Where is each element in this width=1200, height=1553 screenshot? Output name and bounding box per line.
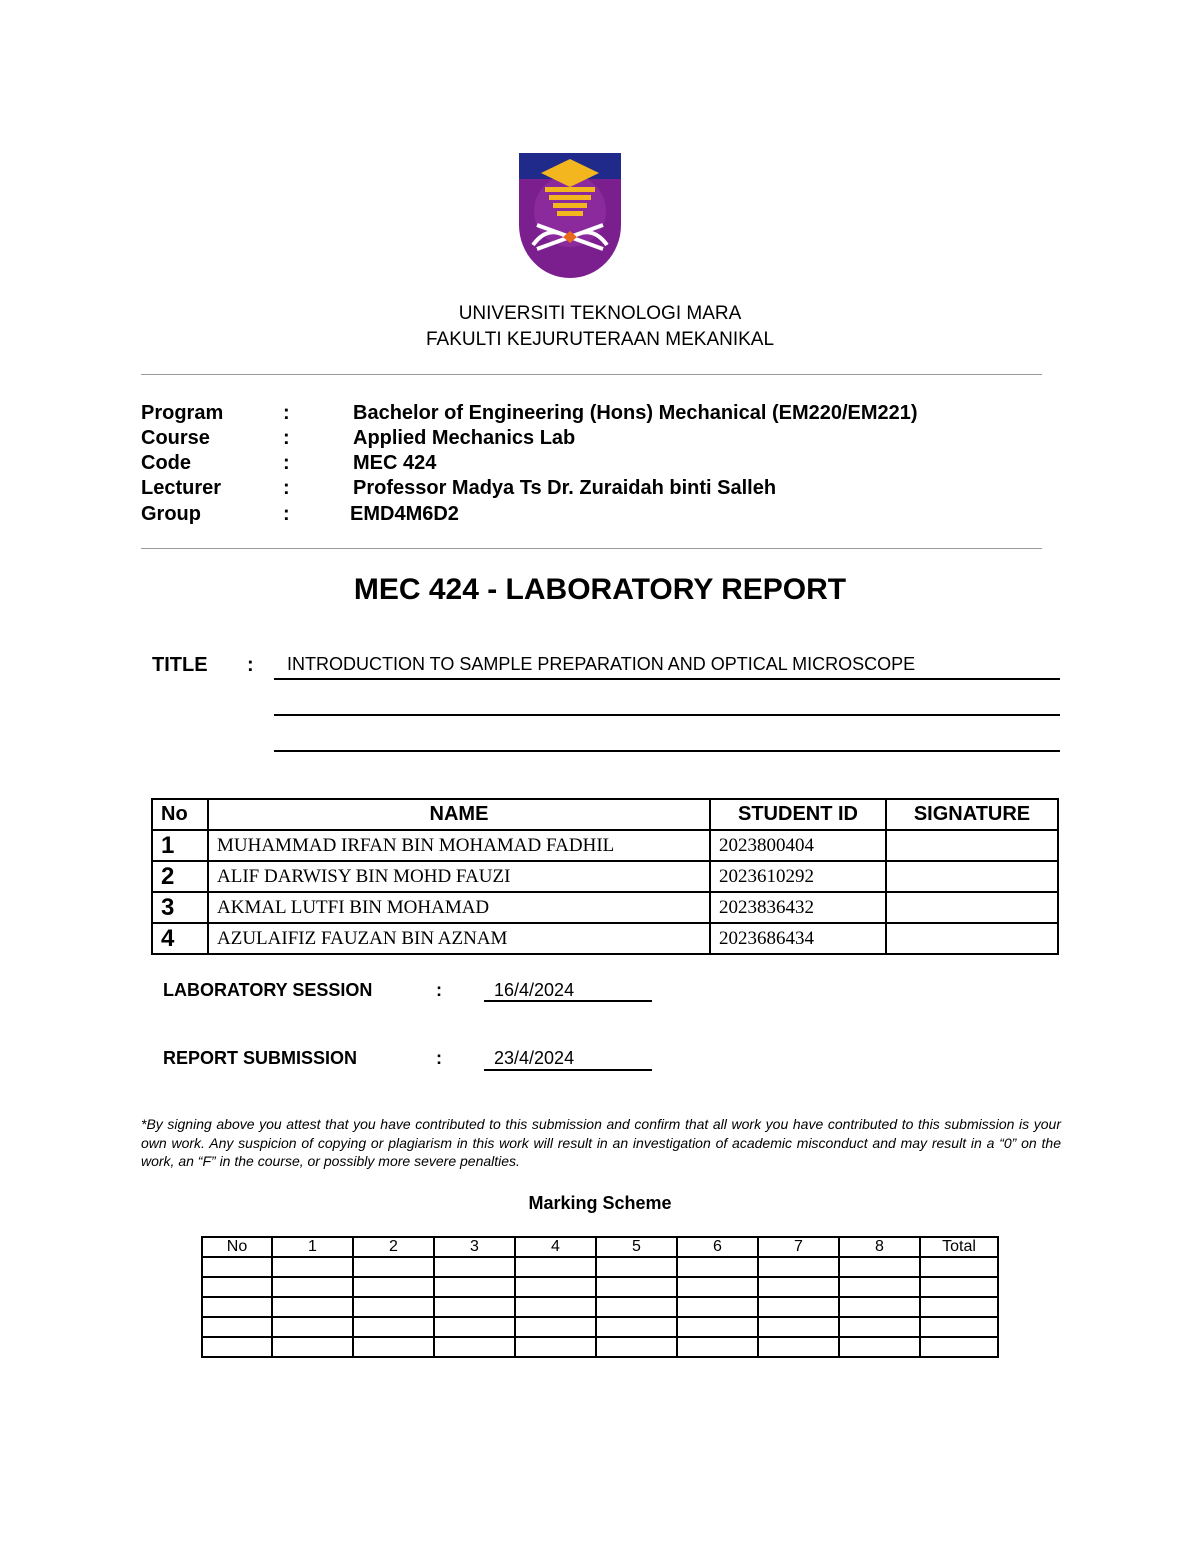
marking-cell[interactable]	[272, 1257, 353, 1277]
lecturer-colon: :	[283, 477, 290, 499]
marking-cell[interactable]	[434, 1337, 515, 1357]
marking-header-cell: 1	[272, 1237, 353, 1257]
student-name: MUHAMMAD IRFAN BIN MOHAMAD FADHIL	[208, 830, 710, 861]
marking-cell[interactable]	[677, 1277, 758, 1297]
marking-cell[interactable]	[920, 1257, 998, 1277]
marking-cell[interactable]	[272, 1277, 353, 1297]
marking-cell[interactable]	[596, 1277, 677, 1297]
marking-cell[interactable]	[677, 1337, 758, 1357]
marking-row	[202, 1337, 998, 1357]
student-table	[151, 798, 1059, 955]
row-number: 4	[152, 923, 208, 954]
marking-row	[202, 1297, 998, 1317]
marking-cell[interactable]	[596, 1257, 677, 1277]
marking-cell[interactable]	[353, 1257, 434, 1277]
marking-header-cell: 6	[677, 1237, 758, 1257]
program-colon: :	[283, 402, 290, 424]
row-number: 1	[152, 830, 208, 861]
marking-cell[interactable]	[839, 1337, 920, 1357]
marking-cell[interactable]	[202, 1257, 272, 1277]
faculty-name: FAKULTI KEJURUTERAAN MEKANIKAL	[425, 329, 775, 350]
marking-cell[interactable]	[272, 1337, 353, 1357]
report-submission-underline	[484, 1069, 652, 1071]
marking-cell[interactable]	[434, 1277, 515, 1297]
group-value: EMD4M6D2	[350, 503, 459, 525]
header-name: NAME	[208, 799, 710, 830]
marking-row	[202, 1317, 998, 1337]
signature-cell[interactable]	[886, 892, 1058, 923]
table-row	[152, 892, 1058, 923]
row-number: 2	[152, 861, 208, 892]
university-crest-logo	[519, 153, 621, 278]
student-id: 2023800404	[710, 830, 886, 861]
course-label: Course	[141, 427, 210, 449]
marking-cell[interactable]	[596, 1317, 677, 1337]
group-label: Group	[141, 503, 201, 525]
row-number: 3	[152, 892, 208, 923]
title-label: TITLE	[152, 654, 208, 676]
marking-cell[interactable]	[758, 1257, 839, 1277]
marking-cell[interactable]	[920, 1317, 998, 1337]
lecturer-value: Professor Madya Ts Dr. Zuraidah binti Salleh	[353, 477, 777, 499]
marking-cell[interactable]	[272, 1317, 353, 1337]
marking-cell[interactable]	[272, 1297, 353, 1317]
marking-header-row	[202, 1237, 998, 1257]
course-colon: :	[283, 427, 290, 449]
marking-scheme-title: Marking Scheme	[528, 1193, 672, 1213]
marking-cell[interactable]	[758, 1297, 839, 1317]
marking-cell[interactable]	[353, 1317, 434, 1337]
marking-cell[interactable]	[202, 1317, 272, 1337]
marking-header-cell: 2	[353, 1237, 434, 1257]
divider	[141, 374, 1042, 375]
marking-cell[interactable]	[839, 1277, 920, 1297]
lecturer-label: Lecturer	[141, 477, 222, 499]
marking-header-cell: Total	[920, 1237, 998, 1257]
marking-cell[interactable]	[758, 1277, 839, 1297]
marking-cell[interactable]	[515, 1337, 596, 1357]
header-signature: SIGNATURE	[886, 799, 1058, 830]
marking-header-cell: 3	[434, 1237, 515, 1257]
marking-cell[interactable]	[515, 1257, 596, 1277]
course-value: Applied Mechanics Lab	[353, 427, 576, 449]
table-row	[152, 923, 1058, 954]
lab-session-underline	[484, 1000, 652, 1002]
signature-cell[interactable]	[886, 830, 1058, 861]
program-value: Bachelor of Engineering (Hons) Mechanical (EM220/EM221)	[353, 402, 918, 424]
disclaimer-text: *By signing above you attest that you have contributed to this submission and confirm that all work you have contributed to this submission is your own work. Any suspicion of copying or plagiarism in this work will result in an investigation of academic misconduct and may result in a “0” on the work, an “F” in the course, or possibly more severe penalties.	[141, 1116, 1061, 1169]
group-colon: :	[283, 503, 290, 525]
report-submission-colon: :	[436, 1048, 442, 1068]
code-label: Code	[141, 452, 191, 474]
program-label: Program	[141, 402, 224, 424]
marking-row	[202, 1277, 998, 1297]
title-underline	[274, 678, 1060, 680]
marking-cell[interactable]	[596, 1337, 677, 1357]
report-submission-value: 23/4/2024	[494, 1048, 575, 1068]
table-header-row	[152, 799, 1058, 830]
marking-cell[interactable]	[920, 1297, 998, 1317]
student-name: AZULAIFIZ FAUZAN BIN AZNAM	[208, 923, 710, 954]
marking-cell[interactable]	[596, 1297, 677, 1317]
student-id: 2023836432	[710, 892, 886, 923]
title-value: INTRODUCTION TO SAMPLE PREPARATION AND OPTICAL MICROSCOPE	[287, 654, 916, 674]
table-row	[152, 830, 1058, 861]
report-submission-label: REPORT SUBMISSION	[163, 1048, 358, 1068]
marking-header-cell: 4	[515, 1237, 596, 1257]
student-id: 2023686434	[710, 923, 886, 954]
student-name: AKMAL LUTFI BIN MOHAMAD	[208, 892, 710, 923]
marking-cell[interactable]	[202, 1337, 272, 1357]
marking-row	[202, 1257, 998, 1277]
title-colon: :	[247, 654, 254, 676]
lab-session-value: 16/4/2024	[494, 980, 575, 1000]
header-no: No	[152, 799, 208, 830]
marking-cell[interactable]	[202, 1277, 272, 1297]
marking-cell[interactable]	[434, 1317, 515, 1337]
signature-cell[interactable]	[886, 861, 1058, 892]
marking-header-cell: 7	[758, 1237, 839, 1257]
marking-cell[interactable]	[434, 1257, 515, 1277]
code-value: MEC 424	[353, 452, 437, 474]
marking-cell[interactable]	[920, 1277, 998, 1297]
marking-cell[interactable]	[920, 1337, 998, 1357]
title-underline	[274, 714, 1060, 716]
marking-cell[interactable]	[353, 1297, 434, 1317]
marking-cell[interactable]	[515, 1277, 596, 1297]
marking-cell[interactable]	[839, 1257, 920, 1277]
marking-cell[interactable]	[202, 1297, 272, 1317]
title-underline	[274, 750, 1060, 752]
marking-cell[interactable]	[677, 1317, 758, 1337]
lab-session-colon: :	[436, 980, 442, 1000]
header-student-id: STUDENT ID	[710, 799, 886, 830]
report-title: MEC 424 - LABORATORY REPORT	[353, 573, 847, 606]
marking-cell[interactable]	[839, 1317, 920, 1337]
lab-session-label: LABORATORY SESSION	[163, 980, 373, 1000]
marking-cell[interactable]	[515, 1317, 596, 1337]
marking-cell[interactable]	[434, 1297, 515, 1317]
divider	[141, 548, 1042, 549]
student-name: ALIF DARWISY BIN MOHD FAUZI	[208, 861, 710, 892]
marking-cell[interactable]	[353, 1277, 434, 1297]
marking-cell[interactable]	[839, 1297, 920, 1317]
marking-cell[interactable]	[353, 1337, 434, 1357]
code-colon: :	[283, 452, 290, 474]
university-name: UNIVERSITI TEKNOLOGI MARA	[458, 303, 742, 324]
marking-scheme-table	[201, 1236, 999, 1358]
marking-cell[interactable]	[758, 1337, 839, 1357]
marking-header-cell: 5	[596, 1237, 677, 1257]
marking-cell[interactable]	[515, 1297, 596, 1317]
table-row	[152, 861, 1058, 892]
marking-cell[interactable]	[758, 1317, 839, 1337]
signature-cell[interactable]	[886, 923, 1058, 954]
student-id: 2023610292	[710, 861, 886, 892]
marking-cell[interactable]	[677, 1257, 758, 1277]
marking-header-cell: No	[202, 1237, 272, 1257]
marking-header-cell: 8	[839, 1237, 920, 1257]
marking-cell[interactable]	[677, 1297, 758, 1317]
